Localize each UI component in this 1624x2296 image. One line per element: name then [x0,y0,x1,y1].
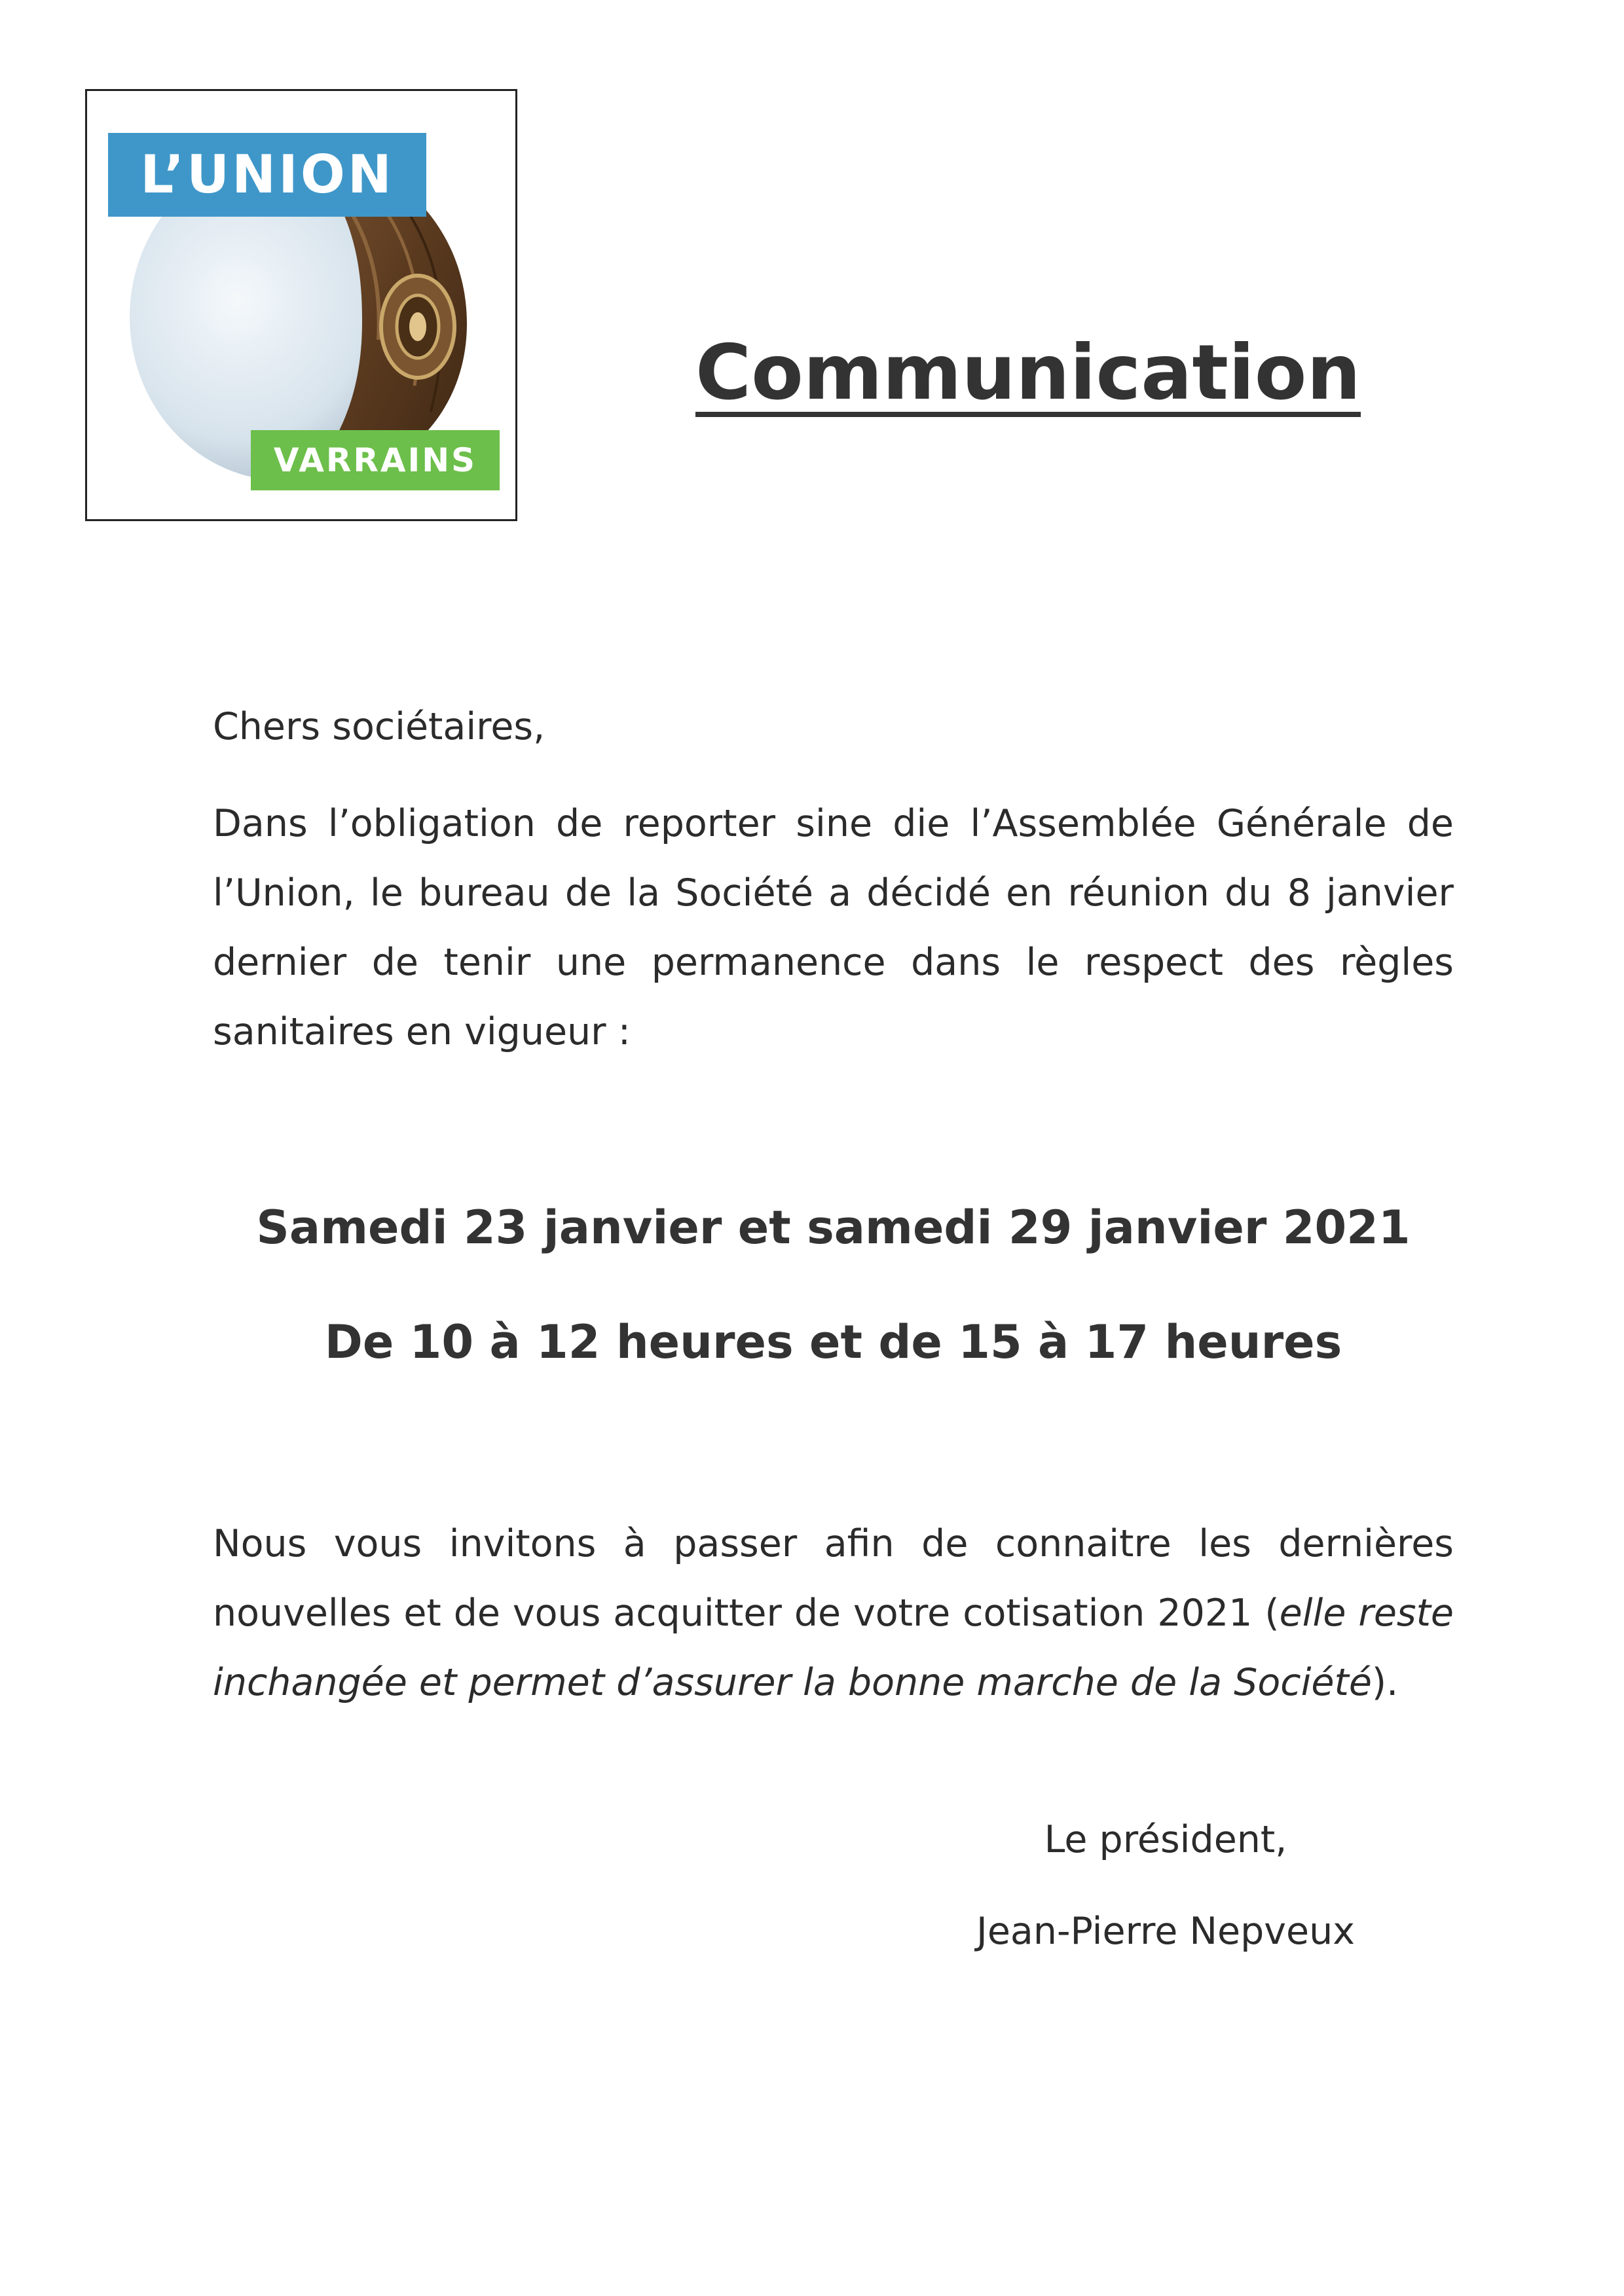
page-title [674,327,1382,419]
invitation-end: ). [1371,1661,1399,1704]
invitation-paragraph [213,1509,1454,1717]
invitation-text: Nous vous invitons à passer afin de connaitre les dernières nouvelles et de vous acquitter de votre cotisation 2021 ( [213,1522,1454,1635]
event-dates: Samedi 23 janvier et samedi 29 janvier 2021 [256,1201,1411,1254]
intro-paragraph: Dans l’obligation de reporter sine die l’Assemblée Générale de l’Union, le bureau de la Société a décidé en réunion du 8 janvier dernier de tenir une permanence dans le respect des règles sanitaires en vigueur : [213,802,1454,1053]
signature-name: Jean-Pierre Nepveux [976,1910,1355,1953]
signature-role: Le président, [1044,1818,1287,1861]
logo-town-label: VARRAINS [251,430,500,490]
logo-union-label: L’UNION [108,133,426,217]
page-title-text: Communication [695,329,1361,417]
greeting: Chers sociétaires, [213,705,545,748]
invitation-italic: elle reste inchangée et permet d’assurer la bonne marche de la Société [213,1592,1454,1704]
club-logo [85,89,517,521]
event-hours: De 10 à 12 heures et de 15 à 17 heures [324,1315,1342,1369]
